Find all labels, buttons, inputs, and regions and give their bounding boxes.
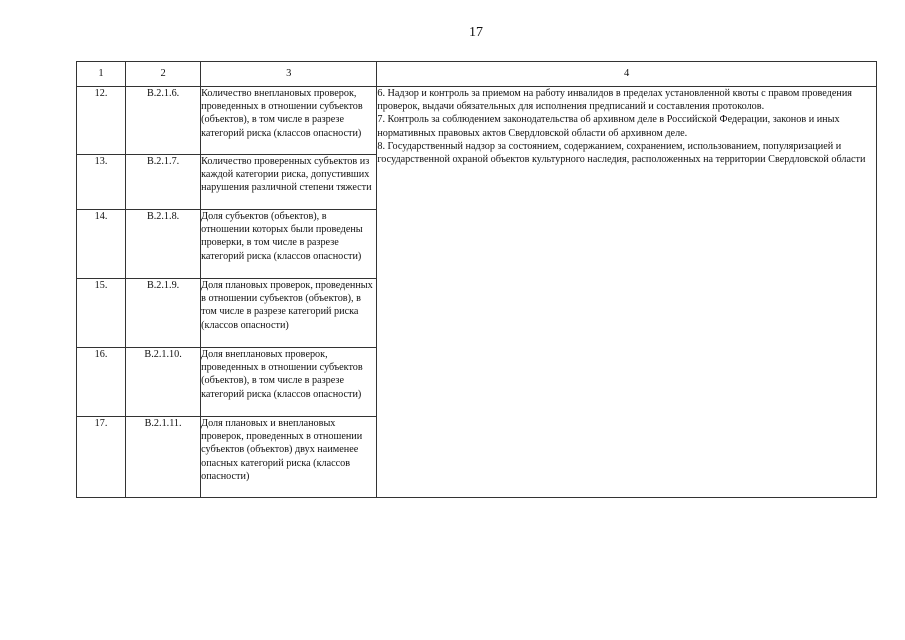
column-header-2: 2 [126, 62, 201, 87]
row-number: 16. [77, 348, 126, 417]
indicator-description: Доля внеплановых проверок, проведенных в отношении субъектов (объектов), в том числе в разрезе категорий риска (классов опасности) [201, 348, 377, 417]
indicator-code: В.2.1.6. [126, 87, 201, 155]
supervision-type-item: 7. Контроль за соблюдением законодательства об архивном деле в Российской Федерации, законов и иных нормативных правовых актов Свердловской области об архивном деле. [377, 114, 840, 139]
supervision-type-item: 6. Надзор и контроль за приемом на работу инвалидов в пределах установленной квоты с правом проведения проверок, выдачи обязательных для исполнения предписаний и составления протоколов. [377, 88, 852, 113]
row-number: 15. [77, 279, 126, 348]
indicator-code: В.2.1.10. [126, 348, 201, 417]
indicator-description: Доля плановых проверок, проведенных в отношении субъектов (объектов), в том числе в разрезе категорий риска (классов опасности) [201, 279, 377, 348]
indicators-table [76, 61, 877, 498]
supervision-types-cell [377, 87, 877, 498]
column-header-3: 3 [201, 62, 377, 87]
indicator-code: В.2.1.8. [126, 210, 201, 279]
indicator-description: Количество внеплановых проверок, проведенных в отношении субъектов (объектов), в том числе в разрезе категорий риска (классов опасности) [201, 87, 377, 155]
indicator-code: В.2.1.9. [126, 279, 201, 348]
indicator-description: Количество проверенных субъектов из каждой категории риска, допустивших нарушения различной степени тяжести [201, 155, 377, 210]
indicator-description: Доля субъектов (объектов), в отношении которых были проведены проверки, в том числе в разрезе категорий риска (классов опасности) [201, 210, 377, 279]
indicator-description: Доля плановых и внеплановых проверок, проведенных в отношении субъектов (объектов) двух наименее опасных категорий риска (классов опасности) [201, 417, 377, 498]
row-number: 13. [77, 155, 126, 210]
column-header-1: 1 [77, 62, 126, 87]
row-number: 12. [77, 87, 126, 155]
row-number: 17. [77, 417, 126, 498]
indicator-code: В.2.1.11. [126, 417, 201, 498]
table-row [77, 87, 877, 155]
indicator-code: В.2.1.7. [126, 155, 201, 210]
column-header-4: 4 [377, 62, 877, 87]
supervision-type-item: 8. Государственный надзор за состоянием, содержанием, сохранением, использованием, популяризацией и государственной охраной объектов культурного наследия, расположенных на территории Свердловской области [377, 140, 866, 166]
page-number: 17 [469, 25, 483, 40]
row-number: 14. [77, 210, 126, 279]
table-header-row [77, 62, 877, 87]
